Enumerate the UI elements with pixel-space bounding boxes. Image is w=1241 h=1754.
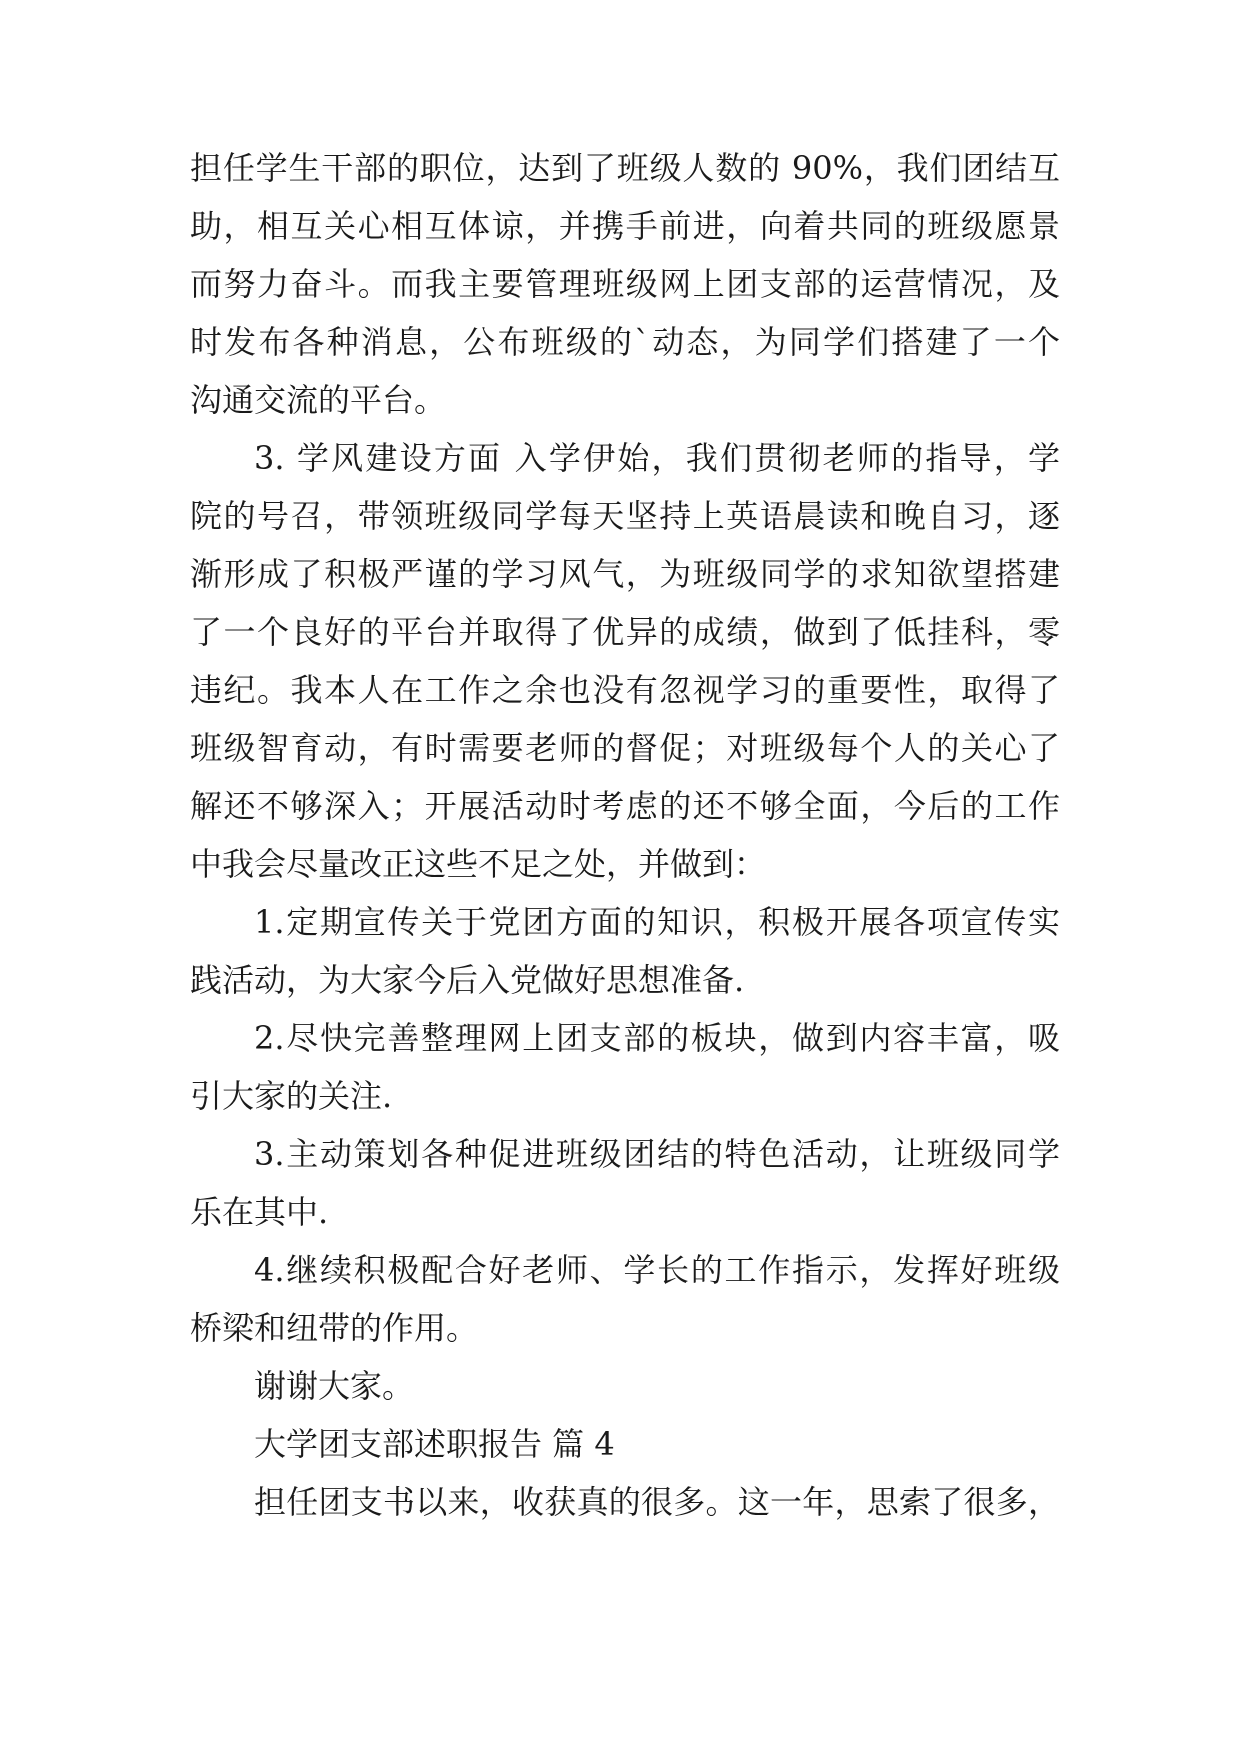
text-line: 院的号召，带领班级同学每天坚持上英语晨读和晚自习，逐 — [190, 497, 1060, 535]
text-line: 乐在其中. — [190, 1193, 329, 1231]
text-line: 沟通交流的平台。 — [190, 381, 447, 419]
text-line: 引大家的关注. — [190, 1077, 393, 1115]
text-line: 班级智育动，有时需要老师的督促；对班级每个人的关心了 — [190, 729, 1060, 767]
text-line: 践活动，为大家今后入党做好思想准备. — [190, 961, 745, 999]
text-line: 3.主动策划各种促进班级团结的特色活动，让班级同学 — [254, 1135, 1060, 1173]
text-line: 时发布各种消息，公布班级的`动态，为同学们搭建了一个 — [190, 323, 1060, 361]
text-line: 渐形成了积极严谨的学习风气，为班级同学的求知欲望搭建 — [190, 555, 1060, 593]
text-line: 桥梁和纽带的作用。 — [190, 1309, 479, 1347]
text-line: 助，相互关心相互体谅，并携手前进，向着共同的班级愿景 — [190, 207, 1060, 245]
text-line: 了一个良好的平台并取得了优异的成绩，做到了低挂科，零 — [190, 613, 1060, 651]
text-line: 谢谢大家。 — [254, 1367, 415, 1405]
text-line: 3. 学风建设方面 入学伊始，我们贯彻老师的指导，学 — [254, 439, 1060, 477]
text-line: 1.定期宣传关于党团方面的知识，积极开展各项宣传实 — [254, 903, 1060, 941]
text-line: 违纪。我本人在工作之余也没有忽视学习的重要性，取得了 — [190, 671, 1060, 709]
text-line: 担任团支书以来，收获真的很多。这一年，思索了很多， — [254, 1483, 1060, 1521]
text-line: 中我会尽量改正这些不足之处，并做到： — [190, 845, 767, 883]
text-line: 解还不够深入；开展活动时考虑的还不够全面，今后的工作 — [190, 787, 1060, 825]
text-line: 2.尽快完善整理网上团支部的板块，做到内容丰富，吸 — [254, 1019, 1060, 1057]
text-line: 4.继续积极配合好老师、学长的工作指示，发挥好班级 — [254, 1251, 1060, 1289]
text-line: 而努力奋斗。而我主要管理班级网上团支部的运营情况，及 — [190, 265, 1060, 303]
text-line: 担任学生干部的职位，达到了班级人数的 90%，我们团结互 — [190, 149, 1060, 187]
section-heading: 大学团支部述职报告 篇 4 — [254, 1425, 615, 1463]
